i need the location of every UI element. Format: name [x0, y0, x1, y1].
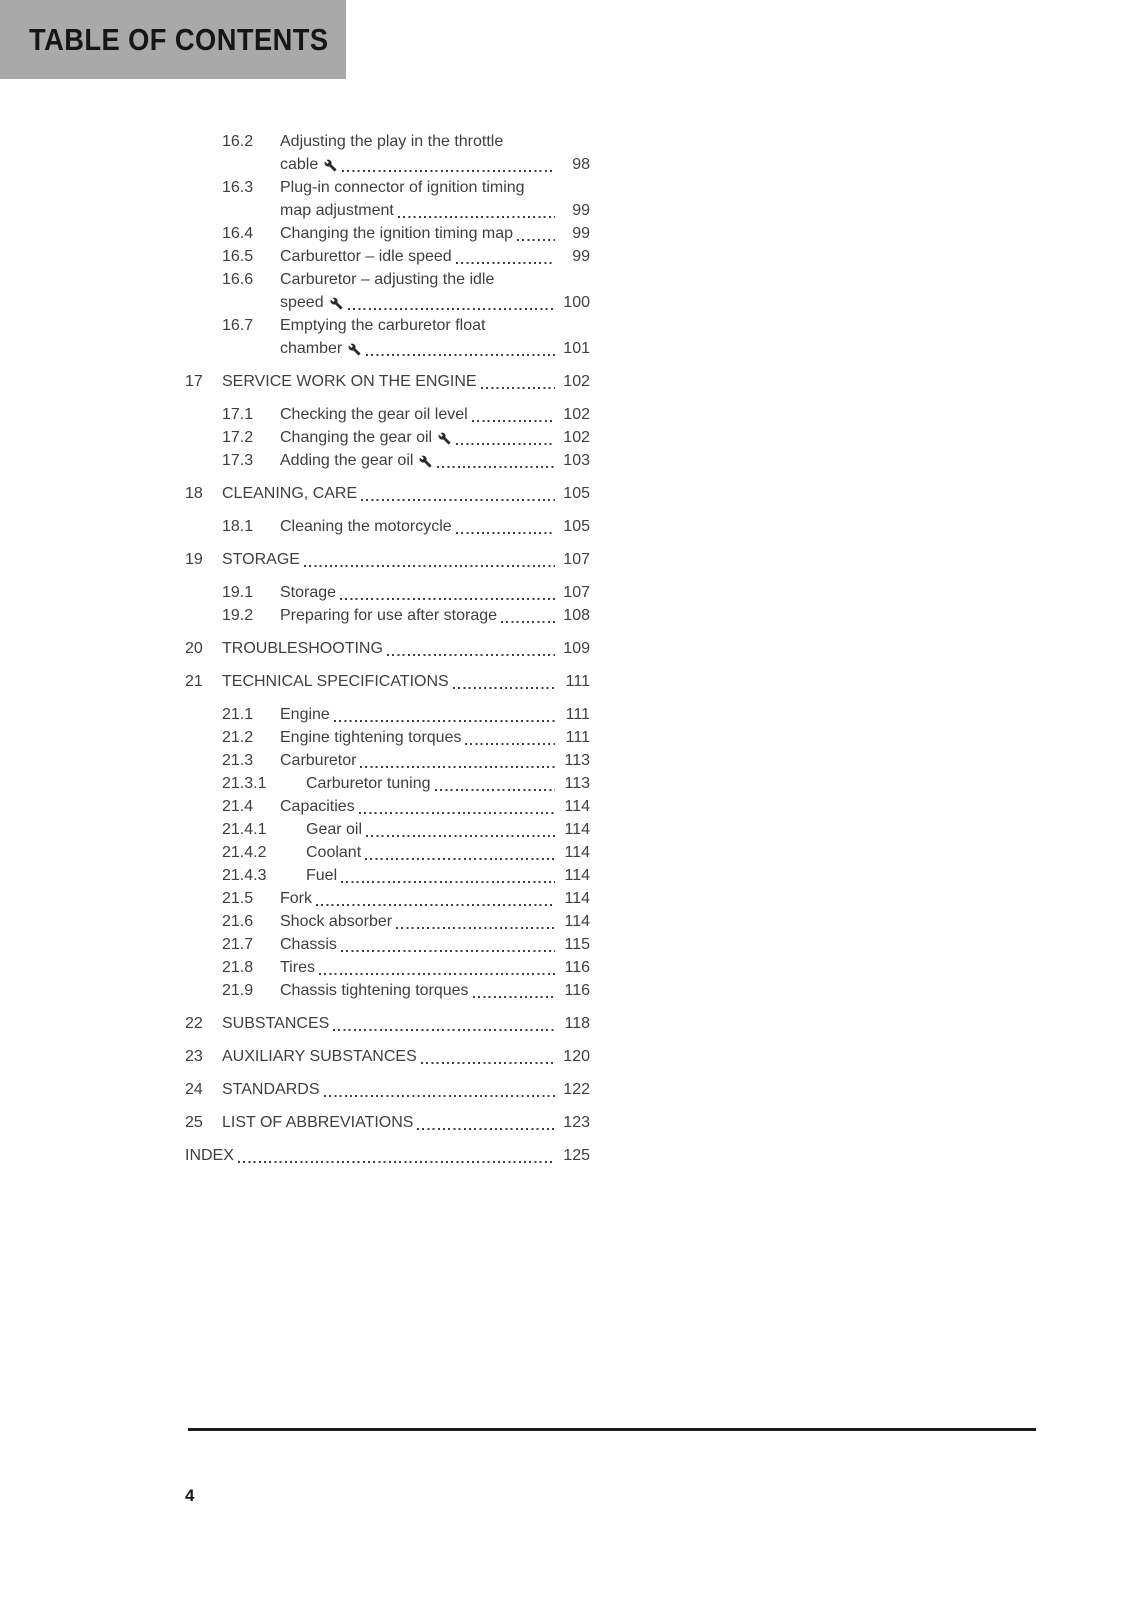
toc-row: [185, 581, 590, 604]
toc-entry-number: 21: [185, 673, 203, 690]
toc-entry-title-text: map adjustment: [280, 202, 394, 219]
toc-entry-title-text: Carburettor – idle speed: [280, 248, 452, 265]
toc-entry-number: 17: [185, 373, 203, 390]
toc-entry-title: [280, 979, 469, 1002]
toc-entry-page: 115: [564, 936, 590, 953]
toc-entry-title-text: Gear oil: [306, 821, 363, 838]
toc-row: [185, 637, 590, 660]
toc-entry-page: 107: [563, 551, 590, 568]
toc-entry-number: 19.2: [222, 607, 254, 624]
dot-leader: [324, 1095, 556, 1097]
toc-entry-title: [222, 637, 383, 660]
toc-entry-title: [306, 772, 431, 795]
toc-entry-title-text: Changing the ignition timing map: [280, 225, 514, 242]
toc-entry-title: [280, 449, 433, 472]
toc-row: [185, 482, 590, 505]
toc-entry-page: 111: [565, 673, 590, 690]
toc-entry-title: [222, 1045, 417, 1068]
toc-row: [185, 818, 590, 841]
toc-entry-page: 111: [565, 729, 590, 746]
toc-row: [185, 153, 590, 176]
toc-entry-title: [280, 726, 461, 749]
dot-leader: [456, 532, 555, 534]
dot-leader: [341, 950, 555, 952]
dot-leader: [473, 996, 555, 998]
dot-leader: [342, 170, 555, 172]
toc-row: [185, 887, 590, 910]
toc-entry-number: 16.5: [222, 248, 254, 265]
toc-entry-title: [280, 515, 452, 538]
toc-row: [185, 176, 590, 199]
dot-leader: [340, 598, 555, 600]
toc-row: [185, 749, 590, 772]
toc-row: [185, 1012, 590, 1035]
toc-row: [185, 548, 590, 571]
toc-entry-page: 98: [572, 156, 590, 173]
toc-row: [185, 726, 590, 749]
toc-entry-page: 123: [563, 1114, 590, 1131]
toc-entry-page: 114: [564, 913, 590, 930]
toc-entry-title: [280, 581, 336, 604]
toc-entry-number: 16.4: [222, 225, 254, 242]
toc-entry-page: 116: [564, 982, 590, 999]
toc-entry-page: 102: [563, 406, 590, 423]
dot-leader: [481, 387, 555, 389]
dot-leader: [361, 499, 555, 501]
toc-row: [185, 403, 590, 426]
dot-leader: [417, 1128, 555, 1130]
dot-leader: [238, 1161, 555, 1163]
wrench-icon: [419, 455, 432, 468]
wrench-icon: [324, 159, 337, 172]
toc-entry-page: 99: [572, 248, 590, 265]
toc-entry-page: 114: [564, 890, 590, 907]
toc-entry-title: [222, 1012, 329, 1035]
toc-entry-title: [222, 548, 300, 571]
toc-row: [185, 222, 590, 245]
table-of-contents: [185, 130, 590, 1177]
toc-entry-title: [280, 426, 452, 449]
toc-entry-title-text: Adding the gear oil: [280, 452, 414, 469]
dot-leader: [456, 443, 555, 445]
toc-entry-number: 16.6: [222, 271, 254, 288]
toc-entry-title-text: CLEANING, CARE: [222, 485, 358, 502]
toc-entry-page: 111: [565, 706, 590, 723]
dot-leader: [456, 262, 555, 264]
toc-entry-title-text: Cleaning the motorcycle: [280, 518, 452, 535]
toc-entry-title-text: AUXILIARY SUBSTANCES: [222, 1048, 417, 1065]
dot-leader: [517, 239, 555, 241]
toc-entry-title: [280, 887, 312, 910]
toc-entry-number: 22: [185, 1015, 203, 1032]
toc-list: [185, 130, 590, 1167]
toc-entry-number: 18.1: [222, 518, 254, 535]
toc-entry-title-text: Changing the gear oil: [280, 429, 433, 446]
toc-entry-title-text: Fork: [280, 890, 312, 907]
toc-entry-title: [280, 176, 525, 199]
toc-entry-title-text: TROUBLESHOOTING: [222, 640, 383, 657]
toc-entry-page: 101: [563, 340, 590, 357]
toc-entry-title-text: Carburetor: [280, 752, 357, 769]
toc-entry-title: [280, 222, 513, 245]
toc-entry-page: 105: [563, 518, 590, 535]
toc-entry-number: 21.8: [222, 959, 254, 976]
toc-entry-title-text: Shock absorber: [280, 913, 393, 930]
toc-entry-title: [306, 841, 361, 864]
toc-entry-page: 102: [563, 373, 590, 390]
dot-leader: [316, 904, 555, 906]
toc-entry-page: 113: [564, 775, 590, 792]
dot-leader: [348, 308, 555, 310]
dot-leader: [421, 1062, 555, 1064]
toc-entry-number: 21.2: [222, 729, 254, 746]
dot-leader: [396, 927, 555, 929]
toc-entry-number: 16.7: [222, 317, 254, 334]
toc-entry-title-text: speed: [280, 294, 324, 311]
toc-row: [185, 864, 590, 887]
toc-entry-title: [280, 268, 494, 291]
toc-row: [185, 1078, 590, 1101]
dot-leader: [366, 354, 555, 356]
toc-entry-number: 21.7: [222, 936, 254, 953]
toc-entry-title-text: Chassis tightening torques: [280, 982, 469, 999]
dot-leader: [360, 766, 555, 768]
dot-leader: [453, 687, 555, 689]
dot-leader: [387, 654, 555, 656]
toc-entry-title: [185, 1144, 234, 1167]
toc-entry-title: [280, 153, 338, 176]
toc-row: [185, 1144, 590, 1167]
dot-leader: [398, 216, 555, 218]
toc-row: [185, 795, 590, 818]
toc-entry-page: 99: [572, 225, 590, 242]
footer-divider: [188, 1428, 1036, 1431]
dot-leader: [501, 621, 555, 623]
toc-row: [185, 314, 590, 337]
dot-leader: [333, 1029, 555, 1031]
toc-entry-title: [280, 291, 344, 314]
toc-entry-number: 24: [185, 1081, 203, 1098]
toc-entry-page: 108: [563, 607, 590, 624]
toc-row: [185, 841, 590, 864]
toc-entry-number: 21.1: [222, 706, 254, 723]
toc-entry-number: 16.3: [222, 179, 254, 196]
toc-entry-title: [280, 604, 497, 627]
toc-row: [185, 426, 590, 449]
toc-entry-title-text: TECHNICAL SPECIFICATIONS: [222, 673, 449, 690]
toc-entry-title: [222, 370, 477, 393]
toc-entry-title: [280, 314, 485, 337]
toc-entry-title: [280, 749, 356, 772]
dot-leader: [437, 466, 555, 468]
toc-entry-title-text: LIST OF ABBREVIATIONS: [222, 1114, 414, 1131]
toc-entry-title-text: SERVICE WORK ON THE ENGINE: [222, 373, 477, 390]
toc-entry-title-text: Fuel: [306, 867, 338, 884]
wrench-icon: [438, 432, 451, 445]
toc-entry-number: 21.4.3: [222, 867, 267, 884]
page-header-banner: [0, 0, 346, 79]
toc-entry-title: [222, 482, 357, 505]
toc-entry-number: 20: [185, 640, 203, 657]
toc-row: [185, 1111, 590, 1134]
toc-entry-page: 114: [564, 798, 590, 815]
toc-entry-page: 100: [563, 294, 590, 311]
toc-entry-number: 21.3: [222, 752, 254, 769]
toc-row: [185, 979, 590, 1002]
toc-row: [185, 515, 590, 538]
toc-entry-title: [280, 245, 452, 268]
dot-leader: [334, 720, 555, 722]
toc-entry-title-text: Adjusting the play in the throttle: [280, 133, 504, 150]
toc-entry-number: 21.9: [222, 982, 254, 999]
toc-entry-page: 114: [564, 867, 590, 884]
toc-row: [185, 703, 590, 726]
toc-row: [185, 337, 590, 360]
toc-entry-title-text: Chassis: [280, 936, 337, 953]
toc-entry-number: 21.6: [222, 913, 254, 930]
toc-row: [185, 370, 590, 393]
toc-entry-page: 120: [563, 1048, 590, 1065]
toc-row: [185, 291, 590, 314]
toc-entry-title-text: Tires: [280, 959, 315, 976]
toc-row: [185, 772, 590, 795]
toc-entry-title-text: chamber: [280, 340, 343, 357]
toc-entry-page: 107: [563, 584, 590, 601]
toc-entry-page: 116: [564, 959, 590, 976]
toc-entry-title-text: INDEX: [185, 1147, 234, 1164]
toc-row: [185, 956, 590, 979]
toc-entry-page: 114: [564, 844, 590, 861]
toc-entry-number: 18: [185, 485, 203, 502]
wrench-icon: [330, 297, 343, 310]
page-title: TABLE OF CONTENTS: [29, 21, 329, 57]
toc-entry-title-text: SUBSTANCES: [222, 1015, 330, 1032]
toc-entry-page: 118: [564, 1015, 590, 1032]
toc-row: [185, 604, 590, 627]
toc-entry-title-text: Checking the gear oil level: [280, 406, 468, 423]
toc-entry-page: 102: [563, 429, 590, 446]
page-number: 4: [185, 1486, 195, 1505]
toc-entry-title-text: Engine: [280, 706, 330, 723]
toc-entry-number: 21.5: [222, 890, 254, 907]
toc-entry-title-text: Coolant: [306, 844, 362, 861]
toc-entry-title: [280, 130, 503, 153]
toc-entry-title: [280, 795, 355, 818]
toc-entry-title: [280, 956, 315, 979]
dot-leader: [465, 743, 555, 745]
toc-entry-title: [280, 933, 337, 956]
toc-entry-number: 23: [185, 1048, 203, 1065]
toc-entry-page: 99: [572, 202, 590, 219]
toc-row: [185, 1045, 590, 1068]
toc-row: [185, 910, 590, 933]
dot-leader: [472, 420, 555, 422]
wrench-icon: [348, 343, 361, 356]
dot-leader: [365, 858, 555, 860]
toc-entry-page: 105: [563, 485, 590, 502]
toc-entry-title-text: Emptying the carburetor float: [280, 317, 486, 334]
toc-entry-title-text: Carburetor tuning: [306, 775, 431, 792]
toc-entry-title: [280, 910, 392, 933]
toc-entry-title-text: cable: [280, 156, 319, 173]
toc-entry-title-text: Storage: [280, 584, 337, 601]
toc-entry-title-text: STANDARDS: [222, 1081, 320, 1098]
toc-entry-number: 25: [185, 1114, 203, 1131]
toc-entry-number: 21.4.1: [222, 821, 267, 838]
toc-entry-number: 21.3.1: [222, 775, 267, 792]
dot-leader: [304, 565, 555, 567]
toc-row: [185, 670, 590, 693]
toc-entry-number: 21.4: [222, 798, 254, 815]
toc-entry-title: [280, 403, 468, 426]
dot-leader: [319, 973, 555, 975]
toc-entry-title-text: Capacities: [280, 798, 355, 815]
toc-entry-page: 122: [563, 1081, 590, 1098]
toc-entry-title-text: Carburetor – adjusting the idle: [280, 271, 495, 288]
toc-row: [185, 449, 590, 472]
toc-entry-number: 16.2: [222, 133, 254, 150]
dot-leader: [435, 789, 555, 791]
toc-entry-title: [280, 703, 330, 726]
toc-entry-title: [222, 1078, 320, 1101]
toc-row: [185, 130, 590, 153]
toc-entry-title: [280, 337, 362, 360]
toc-entry-page: 103: [563, 452, 590, 469]
toc-row: [185, 268, 590, 291]
toc-entry-title-text: Preparing for use after storage: [280, 607, 498, 624]
toc-entry-number: 21.4.2: [222, 844, 267, 861]
toc-entry-page: 109: [563, 640, 590, 657]
toc-entry-page: 125: [563, 1147, 590, 1164]
toc-entry-title: [306, 864, 337, 887]
toc-entry-title-text: STORAGE: [222, 551, 300, 568]
toc-entry-page: 114: [564, 821, 590, 838]
toc-entry-number: 17.1: [222, 406, 254, 423]
toc-row: [185, 245, 590, 268]
toc-entry-title-text: Engine tightening torques: [280, 729, 462, 746]
toc-entry-page: 113: [564, 752, 590, 769]
toc-entry-title: [222, 1111, 413, 1134]
toc-row: [185, 199, 590, 222]
toc-entry-title: [222, 670, 449, 693]
dot-leader: [359, 812, 555, 814]
dot-leader: [366, 835, 555, 837]
toc-row: [185, 933, 590, 956]
toc-entry-number: 17.3: [222, 452, 254, 469]
toc-entry-number: 17.2: [222, 429, 254, 446]
toc-entry-title: [280, 199, 394, 222]
toc-entry-number: 19: [185, 551, 203, 568]
toc-entry-title-text: Plug-in connector of ignition timing: [280, 179, 525, 196]
dot-leader: [341, 881, 555, 883]
toc-entry-title: [306, 818, 362, 841]
toc-entry-number: 19.1: [222, 584, 254, 601]
